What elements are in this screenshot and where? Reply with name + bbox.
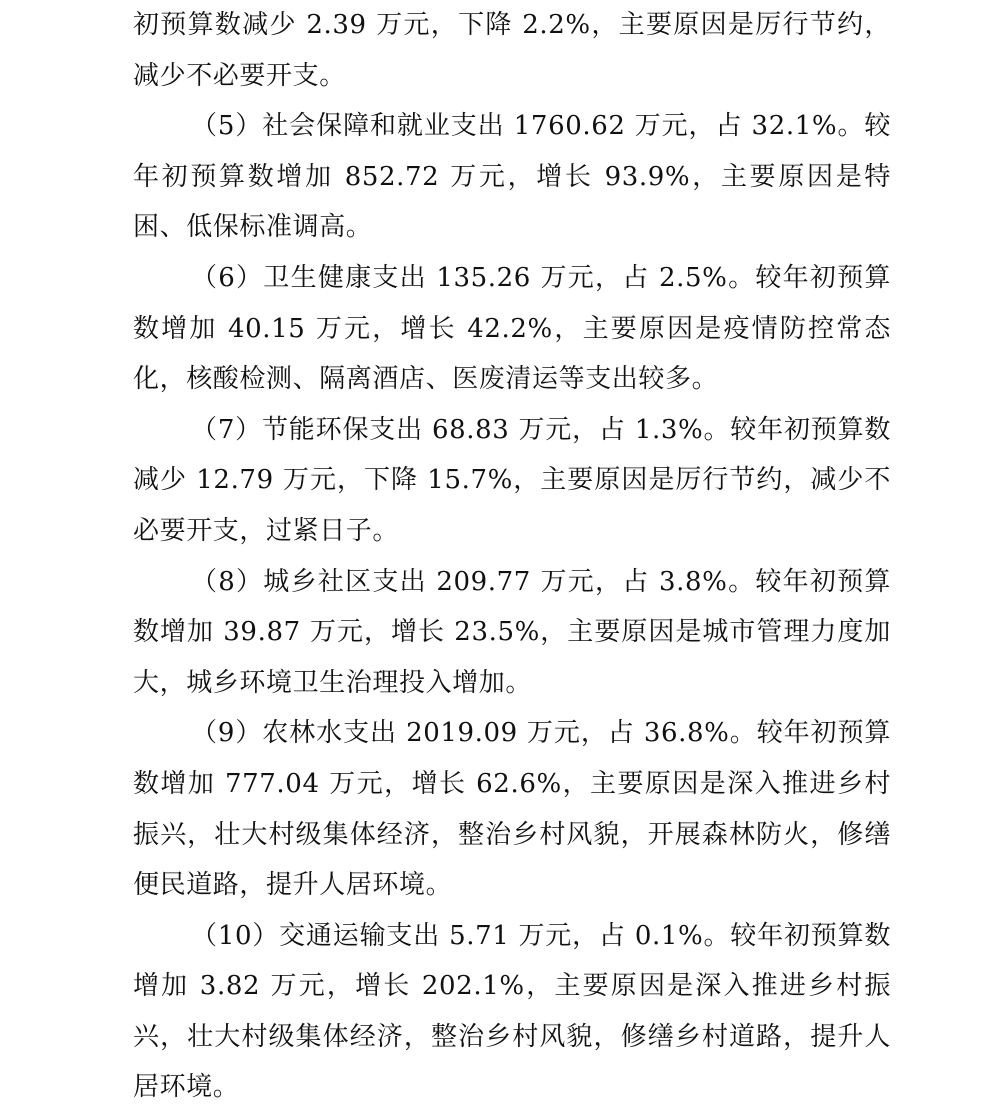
paragraph-urban-rural-community: （8）城乡社区支出 209.77 万元，占 3.8%。较年初预算数增加 39.87 万元，增长 23.5%，主要原因是城市管理力度加大，城乡环境卫生治理投入增加。 [133,566,891,698]
paragraph-transportation: （10）交通运输支出 5.71 万元，占 0.1%。较年初预算数增加 3.82 万元，增长 202.1%，主要原因是深入推进乡村振兴，壮大村级集体经济，整治乡村风貌，修缮乡村道路，提升人居环境。 [133,920,891,1103]
document-page [133,0,891,1113]
paragraph-continuation: 初预算数减少 2.39 万元，下降 2.2%，主要原因是厉行节约，减少不必要开支。 [133,10,891,91]
paragraph-health: （6）卫生健康支出 135.26 万元，占 2.5%。较年初预算数增加 40.15 万元，增长 42.2%，主要原因是疫情防控常态化，核酸检测、隔离酒店、医废清运等支出较多。 [133,262,891,395]
paragraph-agriculture-forestry-water: （9）农林水支出 2019.09 万元，占 36.8%。较年初预算数增加 777.04 万元，增长 62.6%，主要原因是深入推进乡村振兴，壮大村级集体经济，整治乡村风貌，开展森林防火，修缮便民道路，提升人居环境。 [133,718,891,901]
paragraph-energy-environment: （7）节能环保支出 68.83 万元，占 1.3%。较年初预算数减少 12.79 万元，下降 15.7%，主要原因是厉行节约，减少不必要开支，过紧日子。 [133,414,891,546]
paragraph-social-security: （5）社会保障和就业支出 1760.62 万元，占 32.1%。较年初预算数增加 852.72 万元，增长 93.9%，主要原因是特困、低保标准调高。 [133,111,891,243]
